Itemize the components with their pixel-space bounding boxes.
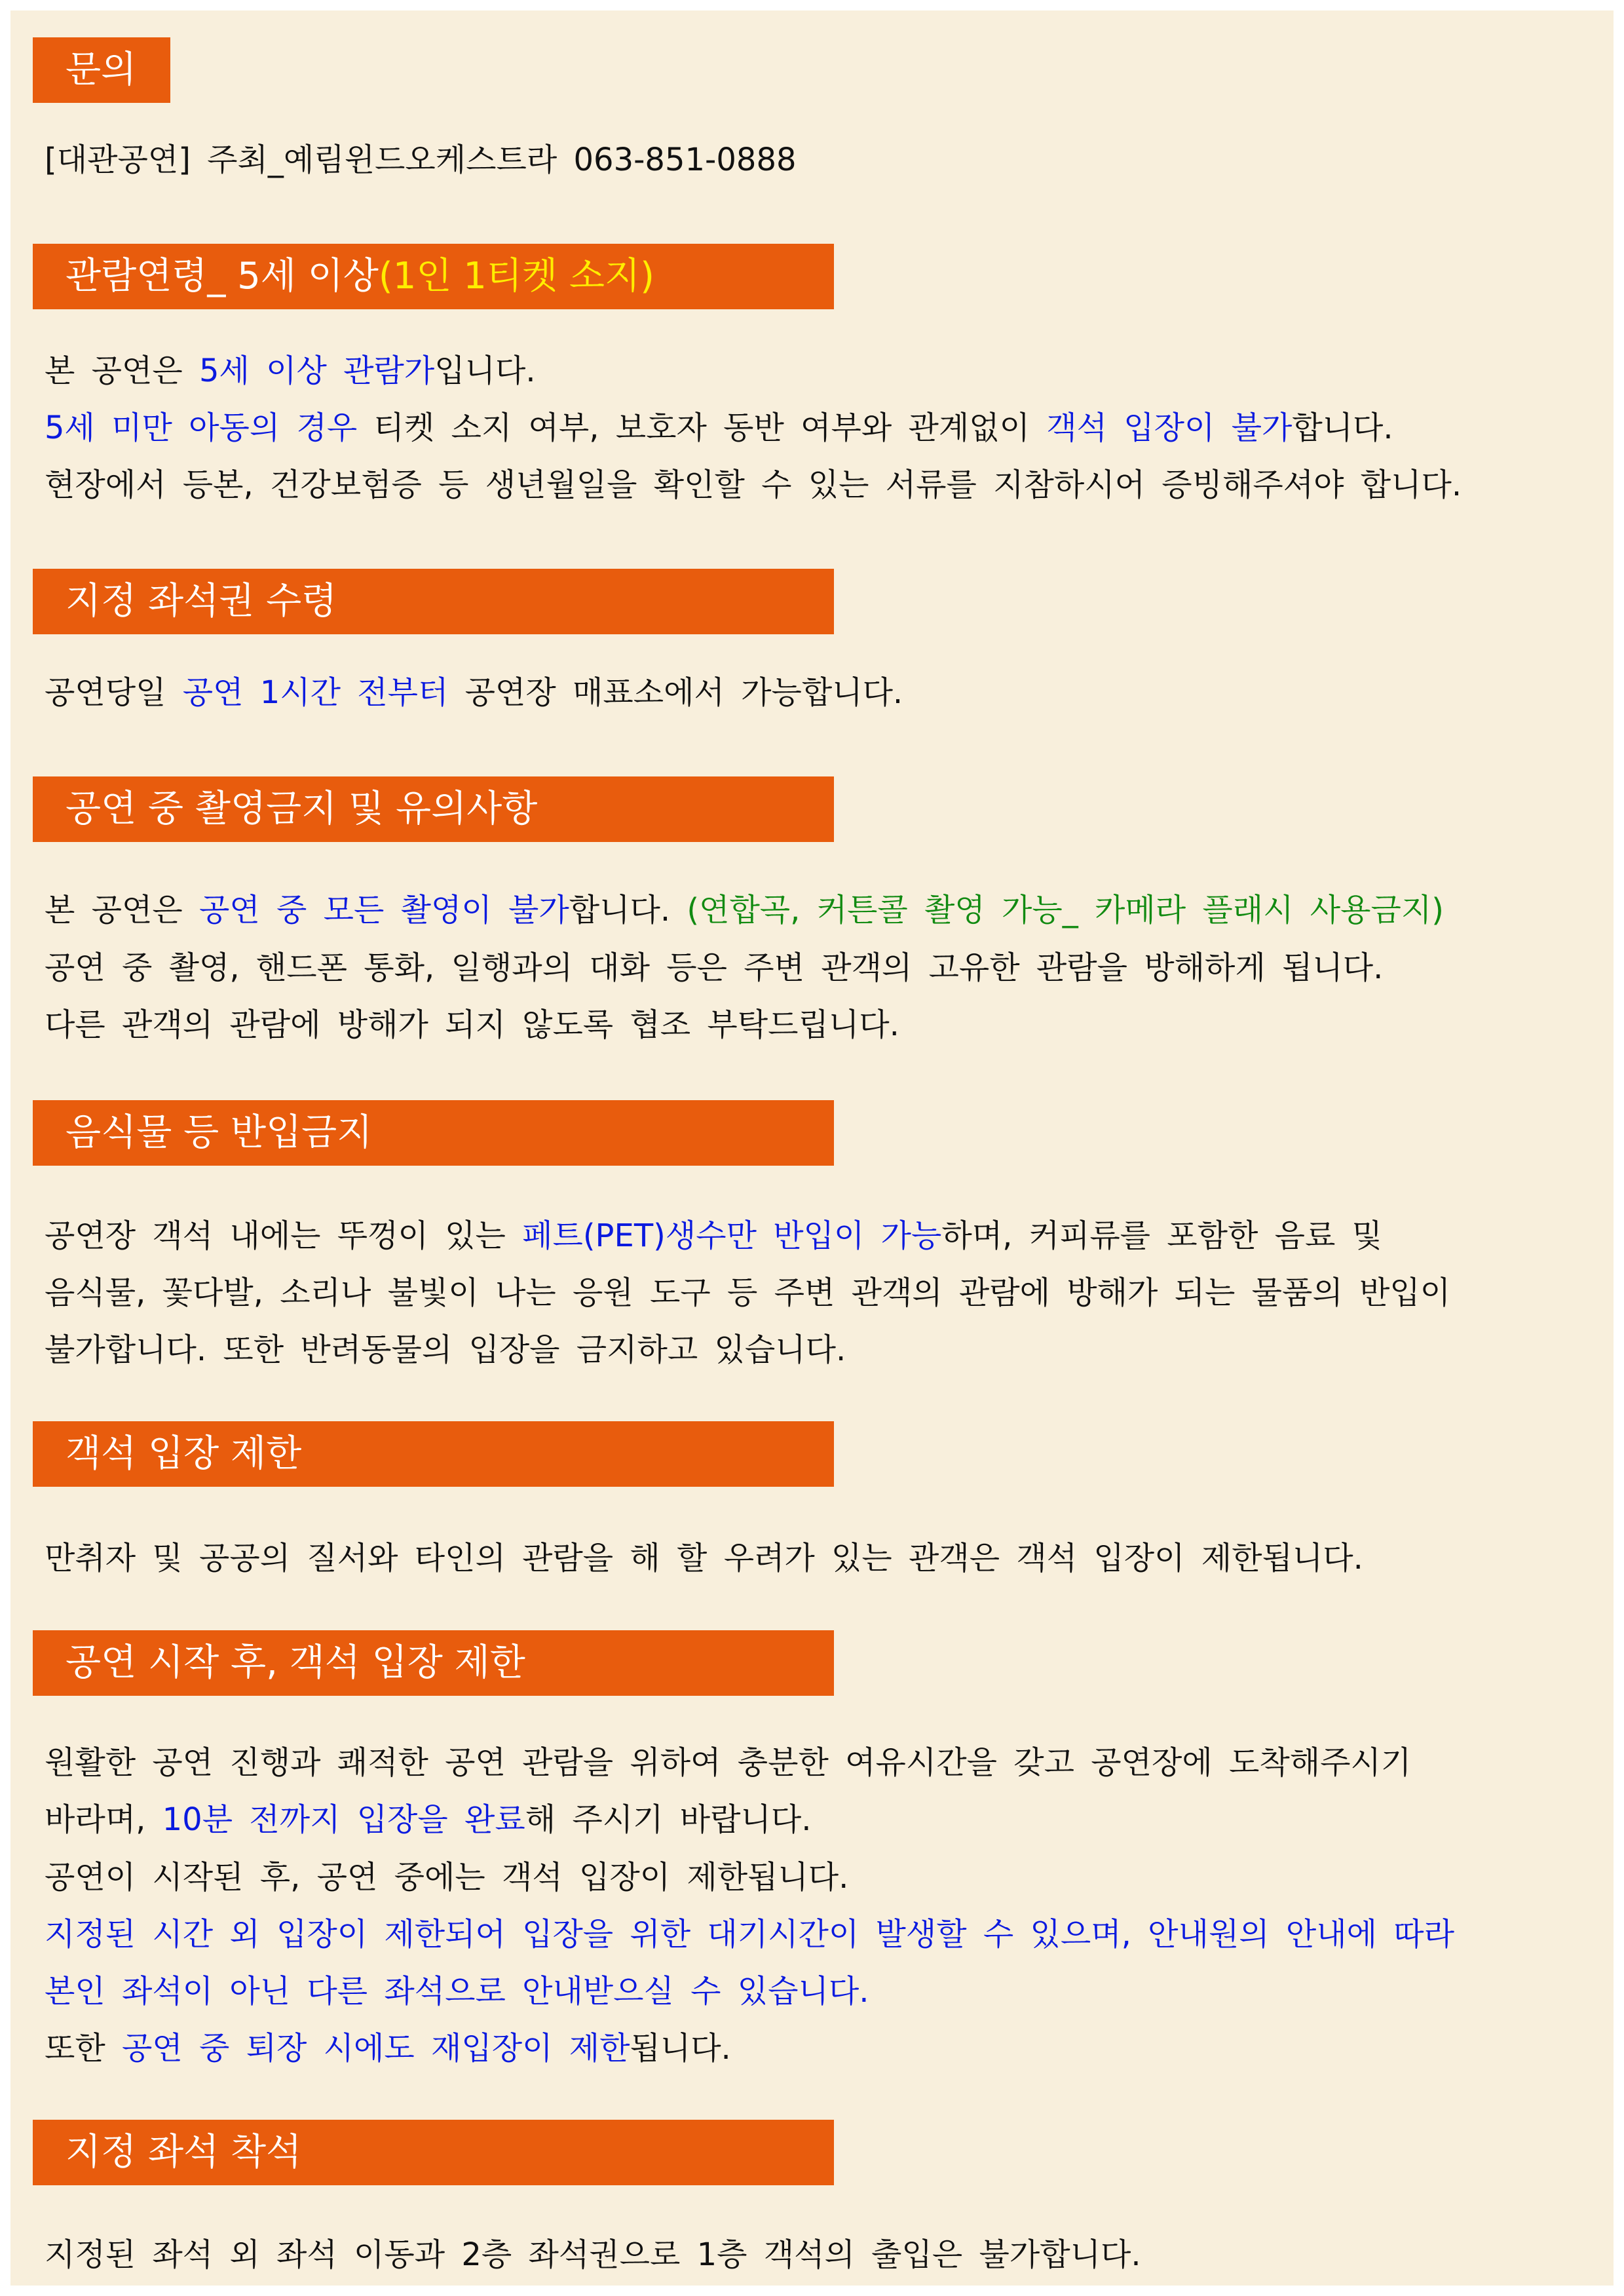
emphasis-text: 5세 미만 아동의 경우 — [45, 410, 358, 446]
emphasis-text: 5세 이상 관람가 — [199, 353, 435, 389]
section-title: 음식물 등 반입금지 — [66, 1111, 373, 1154]
section-title: 공연 중 촬영금지 및 유의사항 — [66, 788, 538, 830]
late-line-1: 원활한 공연 진행과 쾌적한 공연 관람을 위하여 충분한 여유시간을 갖고 공연장에 도착해주시기 — [45, 1744, 1412, 1781]
notice-page — [10, 10, 1614, 2286]
emphasis-text: 공연 중 모든 촬영이 불가 — [199, 892, 569, 928]
food-line-2: 음식물, 꽃다발, 소리나 불빛이 나는 응원 도구 등 주변 관객의 관람에 방해가 되는 물품의 반입이 — [45, 1274, 1451, 1311]
late-line-3: 공연이 시작된 후, 공연 중에는 객석 입장이 제한됩니다. — [45, 1859, 849, 1896]
photo-line-3: 다른 관객의 관람에 방해가 되지 않도록 협조 부탁드립니다. — [45, 1006, 899, 1043]
green-note-text: (연합곡, 커튼콜 촬영 가능_ 카메라 플래시 사용금지) — [687, 892, 1444, 928]
text-segment: 본 공연은 — [45, 892, 199, 928]
late-line-5: 본인 좌석이 아닌 다른 좌석으로 안내받으실 수 있습니다. — [45, 1973, 869, 2010]
seat-line-1: 지정된 좌석 외 좌석 이동과 2층 좌석권으로 1층 객석의 출입은 불가합니다. — [45, 2236, 1141, 2273]
section-header-inquiry — [33, 37, 170, 103]
text-segment: 됩니다. — [630, 2030, 731, 2067]
text-segment: 티켓 소지 여부, 보호자 동반 여부와 관계없이 — [357, 410, 1047, 446]
section-header-photo — [33, 776, 834, 842]
food-line-1 — [45, 1216, 1382, 1255]
emphasis-text: 10분 전까지 입장을 완료 — [162, 1801, 525, 1838]
age-line-1 — [45, 351, 536, 391]
text-segment: 입니다. — [434, 353, 536, 389]
photo-line-1 — [45, 890, 1444, 930]
food-line-3: 불가합니다. 또한 반려동물의 입장을 금지하고 있습니다. — [45, 1331, 846, 1368]
emphasis-text: 공연 중 퇴장 시에도 재입장이 제한 — [122, 2030, 630, 2067]
text-segment: 공연장 객석 내에는 뚜껑이 있는 — [45, 1217, 523, 1254]
section-title: 지정 좌석 착석 — [66, 2131, 302, 2173]
section-header-ticket — [33, 569, 834, 634]
age-line-2 — [45, 408, 1393, 448]
text-segment: 또한 — [45, 2030, 122, 2067]
section-header-food — [33, 1100, 834, 1166]
section-header-late — [33, 1630, 834, 1696]
section-title: 객석 입장 제한 — [66, 1432, 302, 1475]
inquiry-contact-line: [대관공연] 주최_예림윈드오케스트라 063-851-0888 — [45, 142, 797, 178]
section-title: 공연 시작 후, 객석 입장 제한 — [66, 1641, 525, 1684]
text-segment: 바라며, — [45, 1801, 162, 1838]
section-title: 지정 좌석권 수령 — [66, 580, 337, 622]
age-line-3: 현장에서 등본, 건강보험증 등 생년월일을 확인할 수 있는 서류를 지참하시어 증빙해주셔야 합니다. — [45, 467, 1462, 503]
section-title-highlight: (1인 1티켓 소지) — [378, 255, 654, 297]
emphasis-text: 페트(PET)생수만 반입이 가능 — [522, 1217, 942, 1254]
entry-line-1: 만취자 및 공공의 질서와 타인의 관람을 해 할 우려가 있는 관객은 객석 입장이 제한됩니다. — [45, 1540, 1363, 1577]
late-line-6 — [45, 2029, 731, 2068]
text-segment: 해 주시기 바랍니다. — [525, 1801, 812, 1838]
section-header-entry — [33, 1421, 834, 1487]
section-header-age — [33, 244, 834, 309]
text-segment: 공연장 매표소에서 가능합니다. — [448, 674, 903, 711]
section-title: 관람연령_ 5세 이상 — [66, 255, 379, 297]
late-line-4: 지정된 시간 외 입장이 제한되어 입장을 위한 대기시간이 발생할 수 있으며, 안내원의 안내에 따라 — [45, 1916, 1454, 1953]
ticket-line-1 — [45, 673, 903, 712]
text-segment: 본 공연은 — [45, 353, 199, 389]
photo-line-2: 공연 중 촬영, 핸드폰 통화, 일행과의 대화 등은 주변 관객의 고유한 관람을 방해하게 됩니다. — [45, 949, 1384, 986]
section-title: 문의 — [66, 48, 137, 91]
emphasis-text: 공연 1시간 전부터 — [182, 674, 449, 711]
emphasis-text: 객석 입장이 불가 — [1046, 410, 1293, 446]
late-line-2 — [45, 1800, 812, 1839]
text-segment: 합니다. — [569, 892, 687, 928]
section-header-seat — [33, 2120, 834, 2185]
text-segment: 하며, 커피류를 포함한 음료 및 — [941, 1217, 1383, 1254]
text-segment: 합니다. — [1292, 410, 1393, 446]
text-segment: 공연당일 — [45, 674, 183, 711]
